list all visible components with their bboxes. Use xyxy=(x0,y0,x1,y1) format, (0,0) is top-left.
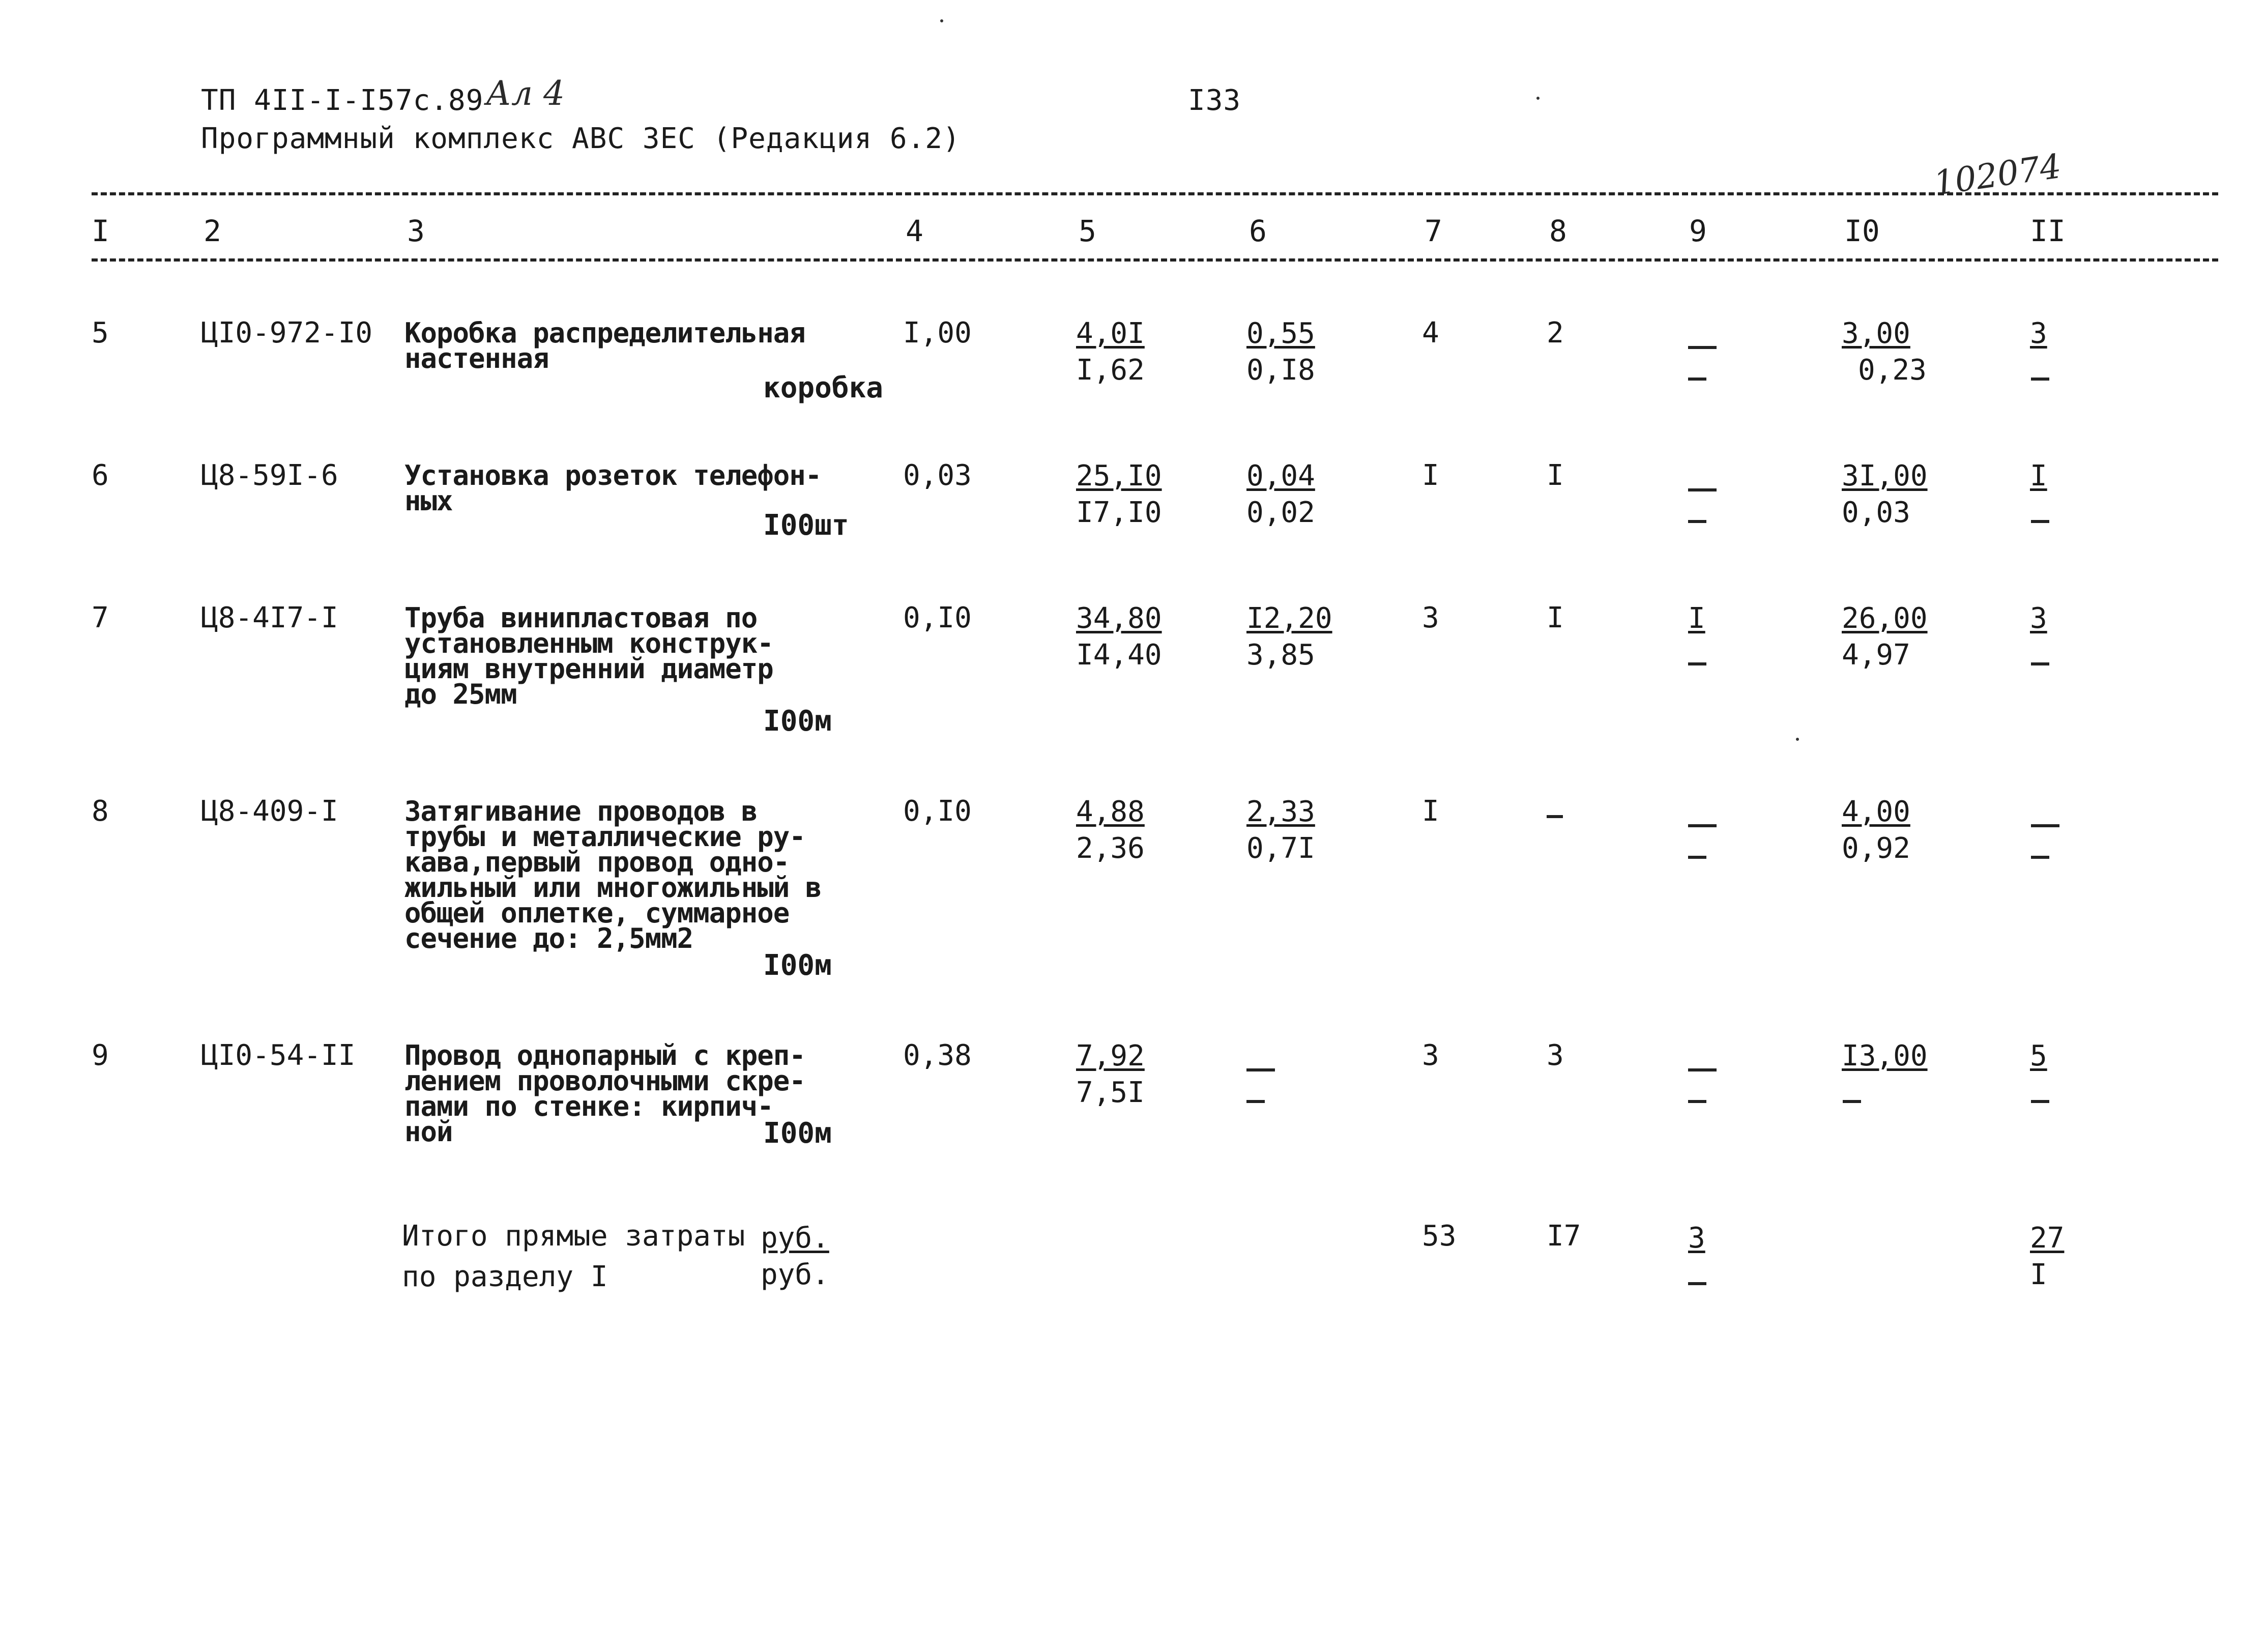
col9-top-dash xyxy=(1688,1068,1717,1071)
row-number: 5 xyxy=(92,316,109,350)
col5-value: $\frac{7,92}{7,5I}$ xyxy=(1076,1039,1145,1109)
document-code: ТП 4II-I-I57с.89 xyxy=(201,84,484,117)
quantity: 0,38 xyxy=(903,1039,972,1072)
col10-value: $\frac{4,00}{0,92}$ xyxy=(1842,795,1910,865)
unit-of-measure: I00м xyxy=(763,705,832,738)
total-unit: руб. руб. xyxy=(761,1222,829,1291)
col9-bottom-dash xyxy=(1688,520,1706,523)
work-description: Провод однопарный с креп- лением проволочными скре- пами по стенке: кирпич- ной xyxy=(404,1039,805,1148)
col10-bottom-dash xyxy=(1843,1100,1861,1103)
work-description: Затягивание проводов в трубы и металлические ру- кава,первый провод одно- жильный или многожильный в общей оплетке, суммарное сечение до: 2,5мм2 xyxy=(404,795,822,954)
scan-speck xyxy=(1536,97,1540,100)
row-number: 6 xyxy=(92,459,109,492)
column-header: I0 xyxy=(1844,214,1880,248)
quantity: 0,I0 xyxy=(903,601,972,634)
col6-value: $\frac{I2,20}{3,85}$ xyxy=(1246,602,1332,672)
col11-value: 5 xyxy=(2030,1039,2047,1073)
col11-value: 3 xyxy=(2030,602,2047,635)
col5-value: $\frac{34,80}{I4,40}$ xyxy=(1076,602,1162,672)
column-header: 2 xyxy=(204,214,221,248)
quantity: 0,03 xyxy=(903,459,972,492)
column-header: 7 xyxy=(1425,214,1442,248)
col7-value: I xyxy=(1422,795,1439,828)
col7-value: I xyxy=(1422,459,1439,492)
total-col7: 53 xyxy=(1422,1220,1457,1253)
col9-top-dash xyxy=(1688,488,1717,491)
total-col9-bottom-dash xyxy=(1688,1282,1706,1285)
col8-value: I xyxy=(1547,459,1564,492)
unit-of-measure: I00м xyxy=(763,949,832,982)
col8-value: I xyxy=(1547,601,1564,634)
col7-value: 3 xyxy=(1422,1039,1439,1072)
col6-value: $\frac{2,33}{0,7I}$ xyxy=(1246,795,1315,865)
col7-value: 4 xyxy=(1422,316,1439,350)
col5-value: $\frac{4,88}{2,36}$ xyxy=(1076,795,1145,865)
item-code: Ц8-4I7-I xyxy=(201,601,338,634)
col9-value: I xyxy=(1688,602,1705,635)
row-number: 9 xyxy=(92,1039,109,1072)
work-description: Установка розеток телефон- ных xyxy=(404,459,822,517)
col11-top-dash xyxy=(2031,824,2059,827)
col7-value: 3 xyxy=(1422,601,1439,634)
unit-of-measure: коробка xyxy=(763,371,884,404)
col11-value: I xyxy=(2030,459,2047,492)
work-description: Труба винипластовая по установленным конструк- циям внутренний диаметр до 25мм xyxy=(404,602,773,710)
column-header: 5 xyxy=(1079,214,1096,248)
column-header: I xyxy=(92,214,109,248)
total-label: Итого прямые затраты xyxy=(402,1220,745,1253)
col9-bottom-dash xyxy=(1688,1100,1706,1103)
unit-of-measure: I00м xyxy=(763,1117,832,1150)
item-code: ЦI0-54-II xyxy=(201,1039,356,1072)
scan-speck xyxy=(940,19,943,22)
col9-top-dash xyxy=(1688,824,1717,827)
col10-value: $\frac{3I,00}{0,03}$ xyxy=(1842,459,1928,529)
col9-top-dash xyxy=(1688,346,1717,349)
program-line: Программный комплекс АВС ЗЕС (Редакция 6.2) xyxy=(201,122,961,155)
total-col11: $\frac{27}{I}$ xyxy=(2030,1222,2065,1291)
work-description: Коробка распределительная настенная xyxy=(404,317,805,374)
column-header: 3 xyxy=(407,214,425,248)
item-code: Ц8-59I-6 xyxy=(201,459,338,492)
total-label-section: по разделу I xyxy=(402,1260,608,1293)
column-header: 8 xyxy=(1549,214,1567,248)
col10-value: $\frac{3,00}{0,23}$ xyxy=(1842,317,1927,387)
row-number: 8 xyxy=(92,795,109,828)
column-header: II xyxy=(2030,214,2066,248)
col9-bottom-dash xyxy=(1688,378,1706,381)
col10-value: I3,00 xyxy=(1842,1039,1928,1073)
row-number: 7 xyxy=(92,601,109,634)
document-code-note: Ал 4 xyxy=(486,74,565,113)
header-rule-top xyxy=(92,192,2218,195)
col8-value: 3 xyxy=(1547,1039,1564,1072)
col10-value: $\frac{26,00}{4,97}$ xyxy=(1842,602,1928,672)
col8-value: 2 xyxy=(1547,316,1564,350)
col11-bottom-dash xyxy=(2031,520,2049,523)
page-number: I33 xyxy=(1188,84,1241,117)
column-header: 6 xyxy=(1249,214,1267,248)
header-rule-bottom xyxy=(92,258,2218,262)
col5-value: $\frac{25,I0}{I7,I0}$ xyxy=(1076,459,1162,529)
col5-value: $\frac{4,0I}{I,62}$ xyxy=(1076,317,1145,387)
col9-bottom-dash xyxy=(1688,662,1706,665)
col6-value: $\frac{0,04}{0,02}$ xyxy=(1246,459,1315,529)
total-col9: 3 xyxy=(1688,1222,1705,1255)
total-col8: I7 xyxy=(1547,1220,1581,1253)
col11-value: 3 xyxy=(2030,317,2047,350)
column-header: 4 xyxy=(906,214,923,248)
quantity: 0,I0 xyxy=(903,795,972,828)
quantity: I,00 xyxy=(903,316,972,350)
col11-bottom-dash xyxy=(2031,662,2049,665)
col6-bottom-dash xyxy=(1246,1100,1265,1103)
column-header: 9 xyxy=(1689,214,1707,248)
col9-bottom-dash xyxy=(1688,856,1706,859)
col6-top-dash xyxy=(1246,1068,1275,1071)
col11-bottom-dash xyxy=(2031,378,2049,381)
item-code: Ц8-409-I xyxy=(201,795,338,828)
scan-speck xyxy=(1796,738,1799,741)
col11-bottom-dash xyxy=(2031,1100,2049,1103)
col8-dash xyxy=(1547,815,1563,818)
col6-value: $\frac{0,55}{0,I8}$ xyxy=(1246,317,1315,387)
inventory-number: 102074 xyxy=(1931,146,2064,204)
item-code: ЦI0-972-I0 xyxy=(201,316,373,350)
unit-of-measure: I00шт xyxy=(763,509,849,542)
col11-bottom-dash xyxy=(2031,856,2049,859)
